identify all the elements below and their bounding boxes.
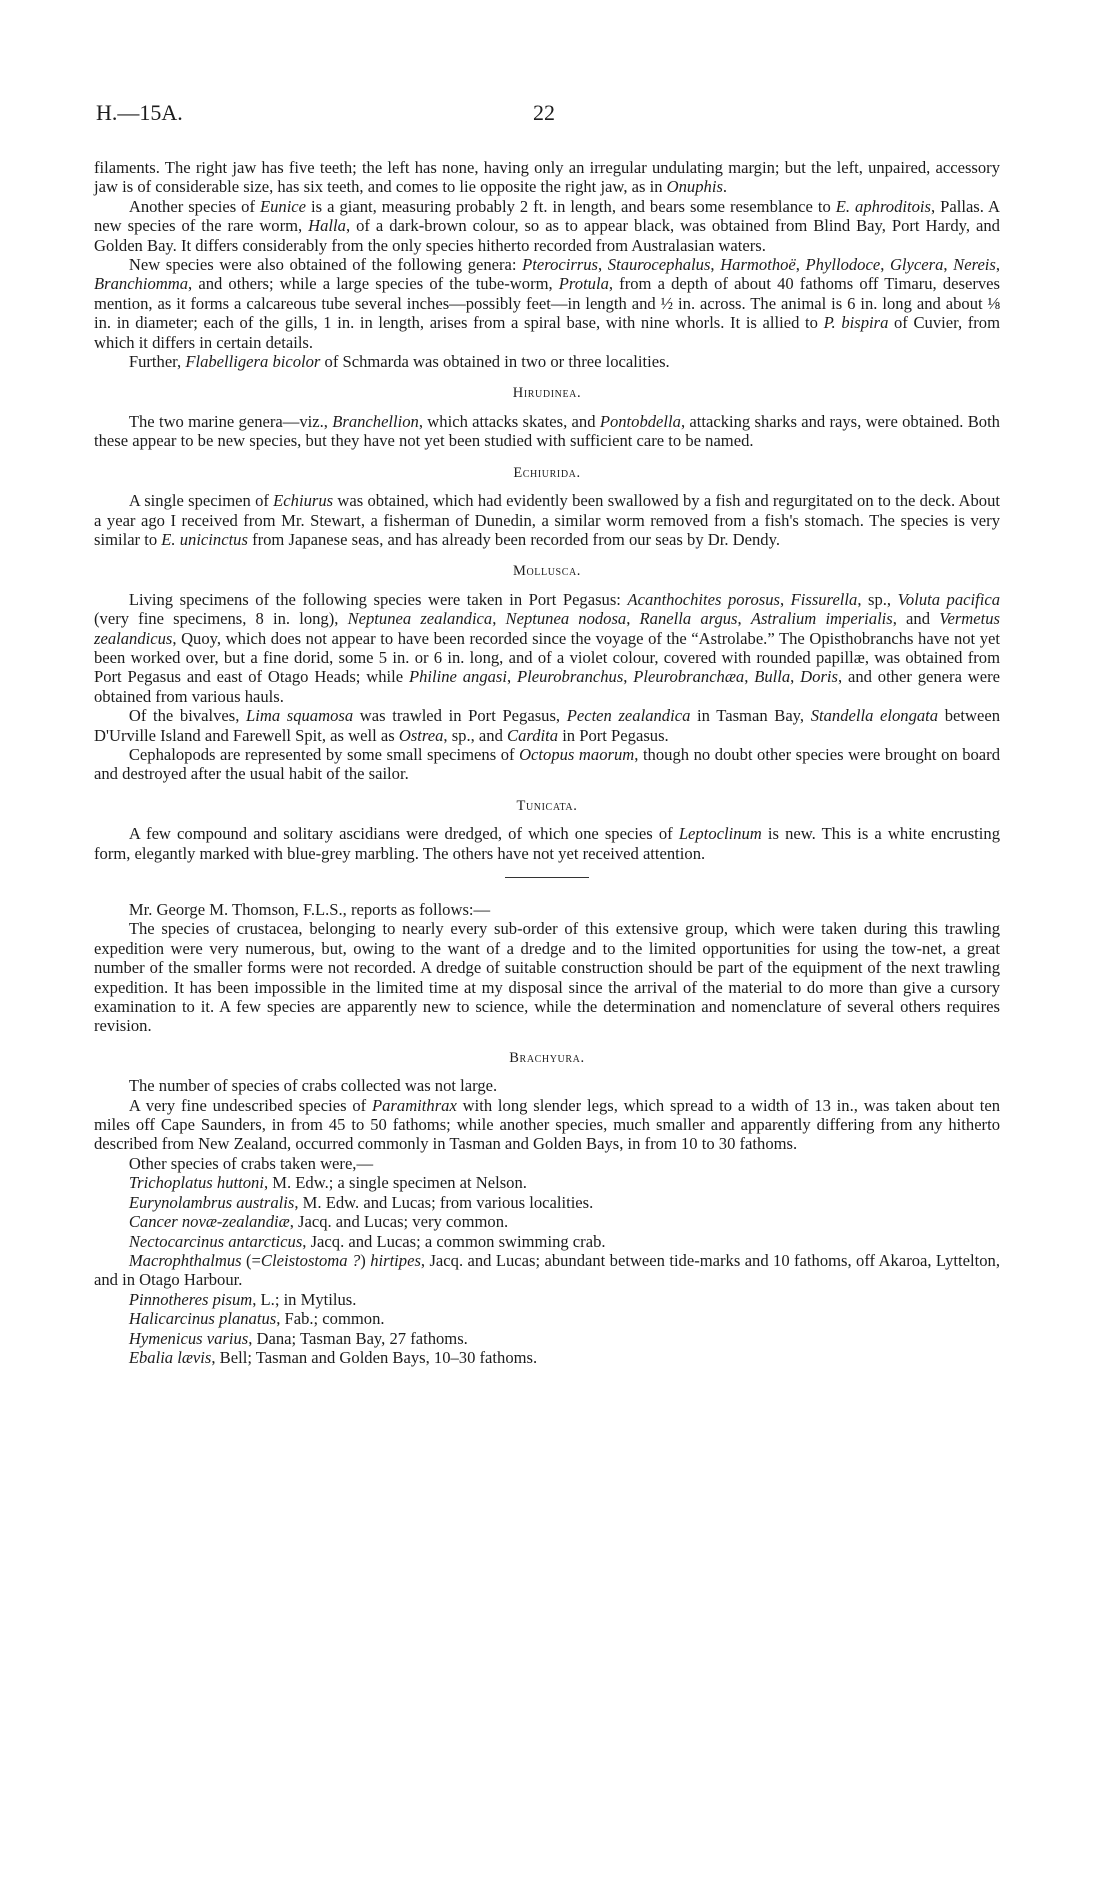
paragraph: Another species of Eunice is a giant, measuring probably 2 ft. in length, and bears some resemblance to E. aphroditois, Pallas. A new species of the rare worm, Halla, of a dark-brown colour, so as to appear black, was obtained from Blind Bay, Port Hardy, and Golden Bay. It differs considerably from the only species hitherto recorded from Australasian waters. bbox=[94, 196, 1000, 255]
list-item: Halicarcinus planatus, Fab.; common. bbox=[128, 1309, 385, 1329]
paragraph: A few compound and solitary ascidians were dredged, of which one species of Leptoclinum is new. This is a white encrusting form, elegantly marked with blue-grey marbling. The others have not yet received attention. bbox=[94, 824, 1000, 863]
paragraph: filaments. The right jaw has five teeth; the left has none, having only an irregular undulating margin; but the left, unpaired, accessory jaw is of considerable size, has six teeth, and comes to lie opposite the right jaw, as in Onuphis. bbox=[94, 158, 1000, 197]
section-divider-rule bbox=[505, 877, 589, 878]
section-hirudinea bbox=[94, 384, 1000, 450]
paragraph: Of the bivalves, Lima squamosa was trawled in Port Pegasus, Pecten zealandica in Tasman Bay, Standella elongata between D'Urville Island and Farewell Spit, as well as Ostrea, sp., and Cardita in Port Pegasus. bbox=[94, 706, 1000, 745]
list-item: Cancer novæ-zealandiæ, Jacq. and Lucas; very common. bbox=[128, 1212, 509, 1232]
section-tunicata bbox=[94, 797, 1000, 863]
section-brachyura bbox=[94, 1049, 1000, 1368]
section-mollusca bbox=[94, 562, 1000, 783]
list-item: Eurynolambrus australis, M. Edw. and Lucas; from various localities. bbox=[128, 1192, 594, 1212]
list-item: Hymenicus varius, Dana; Tasman Bay, 27 fathoms. bbox=[128, 1328, 468, 1348]
paragraph: Mr. George M. Thomson, F.L.S., reports as follows:— bbox=[128, 900, 491, 919]
paragraph: The species of crustacea, belonging to nearly every sub-order of this extensive group, which were taken during this trawling expedition were very numerous, but, owing to the want of a dredge and to the limited opportunities for using the tow-net, a great number of the smaller forms were not recorded. A dredge of suitable construction should be part of the equipment of the next trawling expedition. It has been impossible in the limited time at my disposal since the arrival of the material to do more than give a cursory examination to it. A few species are apparently new to science, while the determination and nomenclature of several others requires revision. bbox=[94, 919, 1000, 1036]
document-code: H.—15A. bbox=[96, 100, 183, 125]
paragraph: A very fine undescribed species of Paramithrax with long slender legs, which spread to a width of 13 in., was taken about ten miles off Cape Saunders, in from 45 to 50 fathoms; while another species, much smaller and apparently differing from any hitherto described from New Zealand, occurred commonly in Tasman and Golden Bays, in from 10 to 30 fathoms. bbox=[94, 1095, 1001, 1154]
section-heading: Brachyura. bbox=[509, 1049, 585, 1066]
list-item: Trichoplatus huttoni, M. Edw.; a single specimen at Nelson. bbox=[128, 1173, 527, 1193]
crustacea-report bbox=[94, 900, 1000, 1036]
section-heading: Tunicata. bbox=[516, 797, 578, 814]
list-item: Macrophthalmus (=Cleistostoma ?) hirtipes, Jacq. and Lucas; abundant between tide-marks and 10 fathoms, off Akaroa, Lyttelton, and in Otago Harbour. bbox=[94, 1250, 1000, 1290]
paragraph: Living specimens of the following species were taken in Port Pegasus: Acanthochites porosus, Fissurella, sp., Voluta pacifica (very fine specimens, 8 in. long), Neptunea zealandica, Neptunea nodosa, Ranella argus, Astralium imperialis, and Vermetus zealandicus, Quoy, which does not appear to have been recorded since the voyage of the “Astrolabe.” The Opisthobranchs have not yet been worked over, but a fine dorid, some 5 in. or 6 in. long, and of a violet colour, covered with rounded papillæ, was obtained from Port Pegasus and east of Otago Heads; while Philine angasi, Pleurobranchus, Pleurobranchæa, Bulla, Doris, and other genera were obtained from various hauls. bbox=[94, 589, 1001, 706]
running-header bbox=[96, 100, 1036, 130]
paragraph: A single specimen of Echiurus was obtained, which had evidently been swallowed by a fish and regurgitated on to the deck. About a year ago I received from Mr. Stewart, a fisherman of Dunedin, a similar worm removed from a fish's stomach. The species is very similar to E. unicinctus from Japanese seas, and has already been recorded from our seas by Dr. Dendy. bbox=[94, 491, 1000, 549]
page-number: 22 bbox=[533, 100, 555, 125]
crab-species-list bbox=[94, 1173, 1000, 1367]
polychaeta-continuation bbox=[94, 158, 1000, 371]
paragraph: Other species of crabs taken were,— bbox=[128, 1153, 374, 1173]
paragraph: Further, Flabelligera bicolor of Schmarda was obtained in two or three localities. bbox=[128, 352, 670, 372]
paragraph: The number of species of crabs collected was not large. bbox=[128, 1076, 498, 1096]
list-item: Ebalia lævis, Bell; Tasman and Golden Bays, 10–30 fathoms. bbox=[128, 1347, 538, 1367]
section-heading: Echiurida. bbox=[513, 464, 581, 481]
section-heading: Mollusca. bbox=[512, 563, 582, 580]
paragraph: The two marine genera—viz., Branchellion, which attacks skates, and Pontobdella, attacking sharks and rays, were obtained. Both these appear to be new species, but they have not yet been studied with sufficient care to be named. bbox=[94, 411, 1000, 451]
section-heading: Hirudinea. bbox=[512, 385, 582, 402]
body-text bbox=[94, 158, 1000, 1367]
section-echiurida bbox=[94, 464, 1000, 550]
list-item: Nectocarcinus antarcticus, Jacq. and Lucas; a common swimming crab. bbox=[128, 1231, 606, 1251]
list-item: Pinnotheres pisum, L.; in Mytilus. bbox=[128, 1289, 357, 1309]
paragraph: Cephalopods are represented by some small specimens of Octopus maorum, though no doubt other species were brought on board and destroyed after the usual habit of the sailor. bbox=[94, 744, 1000, 784]
paragraph: New species were also obtained of the following genera: Pterocirrus, Staurocephalus, Harmothoë, Phyllodoce, Glycera, Nereis, Branchiomma, and others; while a large species of the tube-worm, Protula, from a depth of about 40 fathoms off Timaru, deserves mention, as it forms a calcareous tube several inches—possibly feet—in length and ½ in. across. The animal is 6 in. long and about ⅛ in. in diameter; each of the gills, 1 in. in length, arises from a spiral base, with nine whorls. It is allied to P. bispira of Cuvier, from which it differs in certain details. bbox=[94, 255, 1001, 352]
